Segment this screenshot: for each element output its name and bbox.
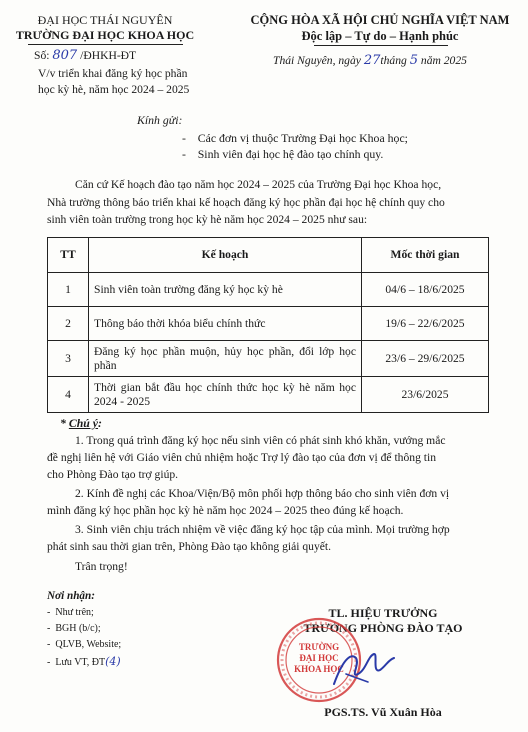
note-3-line-1: 3. Sinh viên chịu trách nhiệm về việc đăng ký học tập của mình. Mọi trường hợp xyxy=(75,523,450,536)
distribution-item-2: - BGH (b/c); xyxy=(47,623,101,634)
recipient-item-1: - Các đơn vị thuộc Trường Đại học Khoa học; xyxy=(182,131,408,145)
notes-title: * Chú ý: xyxy=(60,416,102,430)
signer-name: PGS.TS. Vũ Xuân Hòa xyxy=(324,705,442,719)
signature-title-2: TRƯỞNG PHÒNG ĐÀO TẠO xyxy=(303,621,463,635)
handwritten-signature-icon xyxy=(328,644,398,692)
place-date: Thái Nguyên, ngày 27tháng 5 năm 2025 xyxy=(273,53,467,68)
note-1-line-1: 1. Trong quá trình đăng ký học nếu sinh viên có phát sinh khó khăn, vướng mắc xyxy=(75,434,446,447)
row-tt: 1 xyxy=(48,273,89,307)
table-row xyxy=(48,341,489,377)
distribution-item-4: - Lưu VT, ĐT(4) xyxy=(47,655,121,668)
note-2-line-2: mình đăng ký học phần học kỳ hè năm học 2024 – 2025 theo đúng kế hoạch. xyxy=(47,504,404,517)
header-time: Mốc thời gian xyxy=(362,238,489,273)
header-tt: TT xyxy=(48,238,89,273)
table-row xyxy=(48,377,489,413)
signature-title-1: TL. HIỆU TRƯỞNG xyxy=(328,606,438,620)
distribution-item-1: - Như trên; xyxy=(47,607,94,618)
table-row xyxy=(48,307,489,341)
intro-line-2: Nhà trường thông báo triển khai kế hoạch đăng ký học phần đại học hệ chính quy cho xyxy=(47,196,445,209)
recipient-item-2: - Sinh viên đại học hệ đào tạo chính quy. xyxy=(182,147,384,161)
row-time: 19/6 – 22/6/2025 xyxy=(362,307,489,341)
header-underline-left xyxy=(28,44,183,45)
table-row xyxy=(48,273,489,307)
distribution-item-3: - QLVB, Website; xyxy=(47,639,122,650)
header-plan: Kế hoạch xyxy=(89,238,362,273)
row-time: 23/6 – 29/6/2025 xyxy=(362,341,489,377)
row-time: 04/6 – 18/6/2025 xyxy=(362,273,489,307)
motto-underline xyxy=(314,45,448,46)
school-name: TRƯỜNG ĐẠI HỌC KHOA HỌC xyxy=(15,28,195,42)
row-tt: 2 xyxy=(48,307,89,341)
note-3-line-2: phát sinh sau thời gian trên, Phòng Đào tạo không giải quyết. xyxy=(47,540,332,553)
closing: Trân trọng! xyxy=(75,560,128,573)
stamp-text: TRƯỜNG ĐẠI HỌC KHOA HỌC xyxy=(294,642,344,674)
row-plan: Sinh viên toàn trường đăng ký học kỳ hè xyxy=(89,273,362,307)
distribution-label: Nơi nhận: xyxy=(47,590,95,602)
motto: Độc lập – Tự do – Hạnh phúc xyxy=(301,29,459,43)
subject-line-1: V/v triển khai đăng ký học phần xyxy=(38,67,188,80)
row-plan: Thông báo thời khóa biểu chính thức xyxy=(89,307,362,341)
row-plan: Đăng ký học phần muộn, hủy học phần, đổi lớp học phần xyxy=(89,341,362,377)
row-plan: Thời gian bắt đầu học chính thức học kỳ hè năm học 2024 - 2025 xyxy=(89,377,362,413)
row-tt: 4 xyxy=(48,377,89,413)
schedule-table xyxy=(47,237,489,413)
row-time: 23/6/2025 xyxy=(362,377,489,413)
note-1-line-3: cho Phòng Đào tạo trợ giúp. xyxy=(47,468,179,481)
note-2-line-1: 2. Kính đề nghị các Khoa/Viện/Bộ môn phối hợp thông báo cho sinh viên đơn vị xyxy=(75,487,450,500)
university-name: ĐẠI HỌC THÁI NGUYÊN xyxy=(37,13,173,27)
intro-line-1: Căn cứ Kế hoạch đào tạo năm học 2024 – 2025 của Trường Đại học Khoa học, xyxy=(75,178,442,191)
subject-line-2: học kỳ hè, năm học 2024 – 2025 xyxy=(38,83,190,96)
table-header-row xyxy=(48,238,489,273)
row-tt: 3 xyxy=(48,341,89,377)
note-1-line-2: đề nghị liên hệ với Giáo viên chủ nhiệm hoặc Trợ lý đào tạo của đơn vị để thông tin xyxy=(47,451,437,464)
document-number: Số: 807 /ĐHKH-ĐT xyxy=(34,48,137,63)
republic-title: CỘNG HÒA XÃ HỘI CHỦ NGHĨA VIỆT NAM xyxy=(250,13,510,27)
intro-line-3: sinh viên toàn trường trong học kỳ hè năm học 2024 – 2025 như sau: xyxy=(47,213,368,226)
recipients-label: Kính gửi: xyxy=(137,113,183,127)
